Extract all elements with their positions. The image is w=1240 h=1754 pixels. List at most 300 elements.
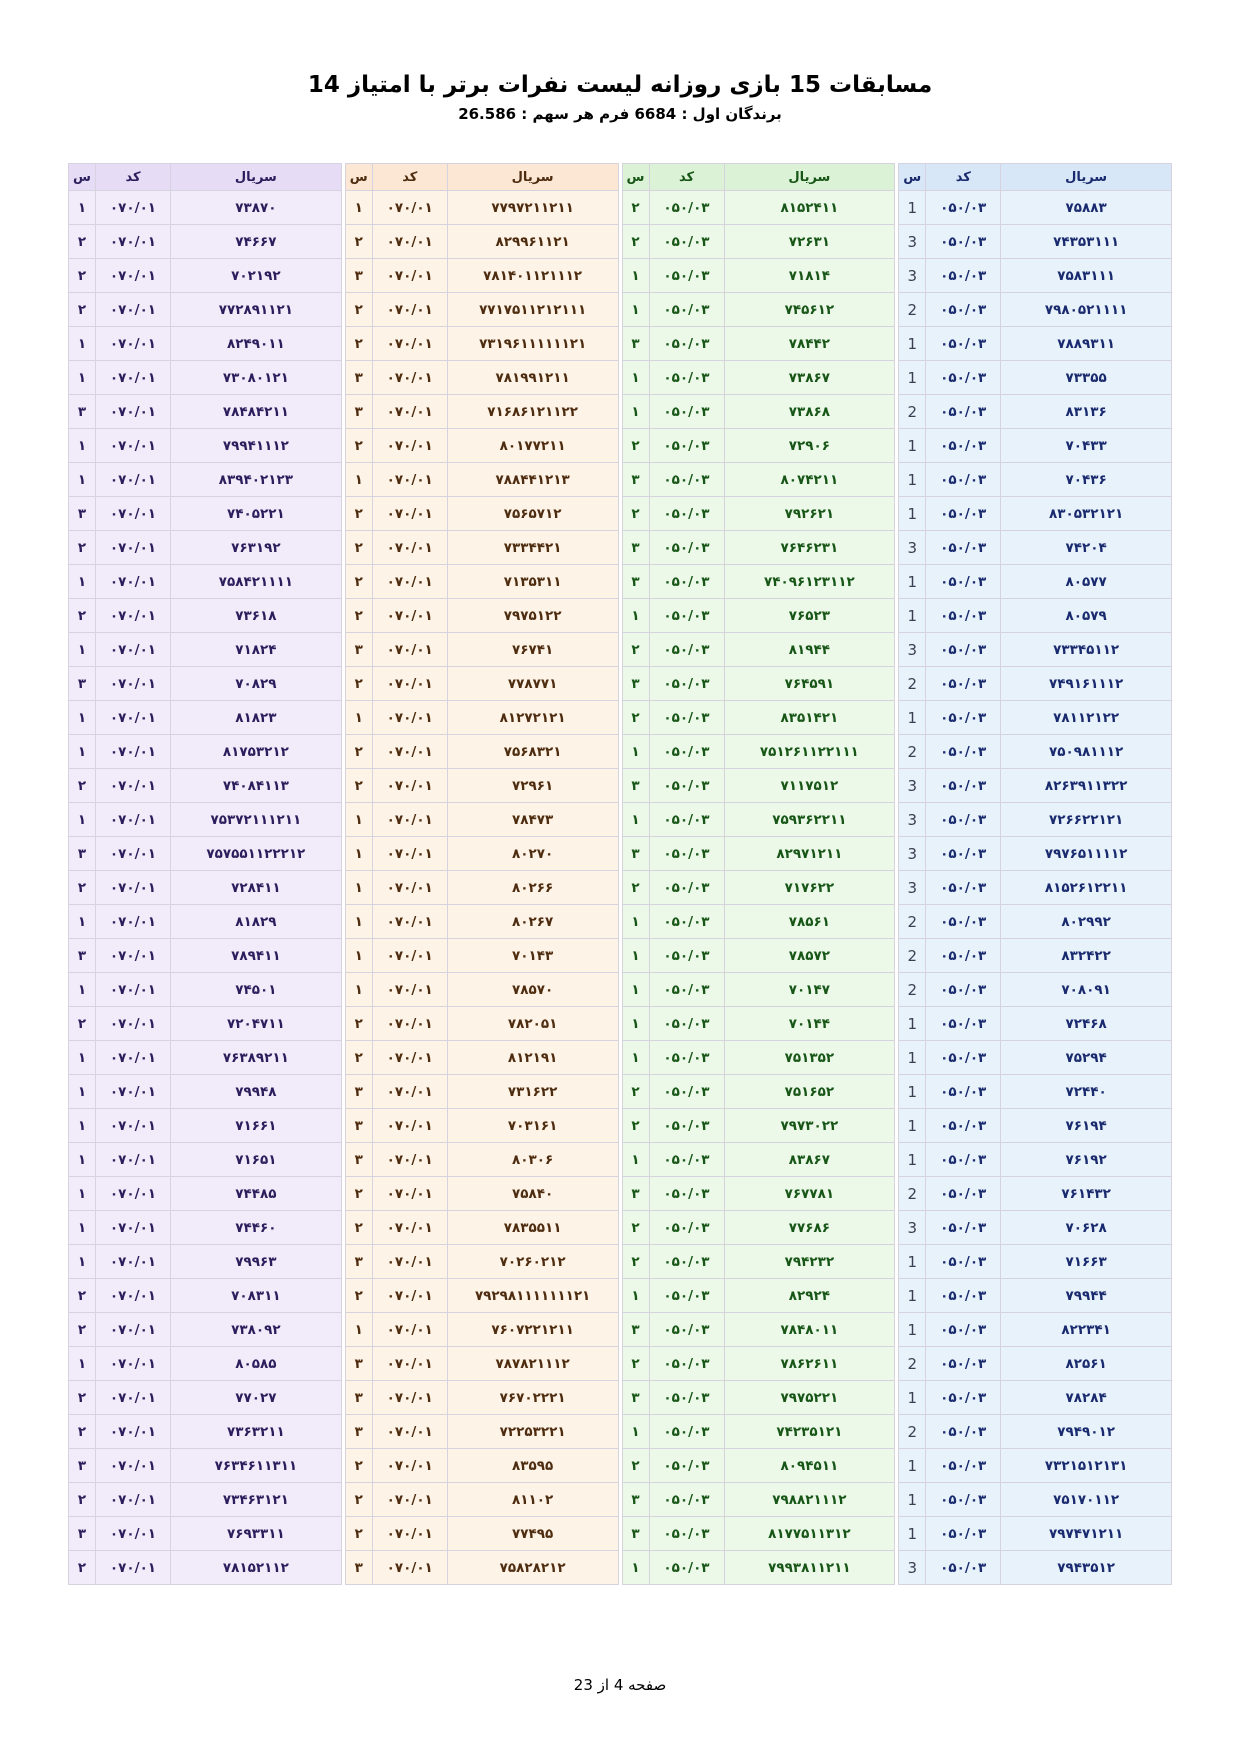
table-row bbox=[622, 1211, 895, 1245]
table-row bbox=[69, 225, 342, 259]
cell-code: ۰۷۰/۰۱ bbox=[372, 701, 447, 735]
cell-serial: ۷۰۱۴۴ bbox=[724, 1007, 895, 1041]
column-header-score: س bbox=[69, 164, 96, 191]
cell-score: ۱ bbox=[345, 905, 372, 939]
cell-code: ۰۷۰/۰۱ bbox=[96, 1449, 171, 1483]
cell-serial: ۷۵۶۸۳۲۱ bbox=[447, 735, 618, 769]
cell-score: ۲ bbox=[69, 1007, 96, 1041]
cell-code: ۰۵۰/۰۳ bbox=[649, 735, 724, 769]
table-row bbox=[899, 871, 1172, 905]
table-row bbox=[899, 293, 1172, 327]
cell-serial: ۷۶۵۲۳ bbox=[724, 599, 895, 633]
table-row bbox=[622, 1347, 895, 1381]
cell-serial: ۸۲۶۳۹۱۱۳۲۲ bbox=[1001, 769, 1172, 803]
cell-serial: ۷۳۸۰۹۲ bbox=[171, 1313, 342, 1347]
cell-serial: ۷۸۱۹۹۱۲۱۱ bbox=[447, 361, 618, 395]
table-row bbox=[622, 1449, 895, 1483]
cell-serial: ۷۶۷۰۲۲۲۱ bbox=[447, 1381, 618, 1415]
table-row bbox=[345, 939, 618, 973]
cell-score: ۲ bbox=[69, 599, 96, 633]
cell-code: ۰۷۰/۰۱ bbox=[96, 1177, 171, 1211]
cell-score: ۲ bbox=[345, 293, 372, 327]
cell-serial: ۷۵۸۴۰ bbox=[447, 1177, 618, 1211]
cell-score: ۳ bbox=[622, 1517, 649, 1551]
cell-code: ۰۵۰/۰۳ bbox=[649, 293, 724, 327]
cell-serial: ۷۵۳۷۲۱۱۱۲۱۱ bbox=[171, 803, 342, 837]
cell-score: ۱ bbox=[69, 1041, 96, 1075]
cell-score: ۱ bbox=[69, 633, 96, 667]
cell-serial: ۷۴۴۸۵ bbox=[171, 1177, 342, 1211]
table-row bbox=[622, 871, 895, 905]
table-row bbox=[899, 1177, 1172, 1211]
cell-serial: ۷۲۹۶۱ bbox=[447, 769, 618, 803]
cell-code: ۰۵۰/۰۳ bbox=[649, 259, 724, 293]
cell-serial: ۷۶۷۴۱ bbox=[447, 633, 618, 667]
cell-code: ۰۵۰/۰۳ bbox=[649, 1517, 724, 1551]
cell-serial: ۷۳۶۳۲۱۱ bbox=[171, 1415, 342, 1449]
cell-code: ۰۵۰/۰۳ bbox=[926, 327, 1001, 361]
cell-serial: ۷۰۴۳۳ bbox=[1001, 429, 1172, 463]
cell-code: ۰۵۰/۰۳ bbox=[926, 769, 1001, 803]
table-row bbox=[69, 395, 342, 429]
cell-score: ۳ bbox=[69, 667, 96, 701]
cell-code: ۰۷۰/۰۱ bbox=[372, 769, 447, 803]
cell-score: 1 bbox=[899, 1143, 926, 1177]
cell-code: ۰۵۰/۰۳ bbox=[926, 1007, 1001, 1041]
cell-code: ۰۷۰/۰۱ bbox=[96, 225, 171, 259]
table-row bbox=[622, 803, 895, 837]
cell-score: ۲ bbox=[69, 225, 96, 259]
page-subtitle: برندگان اول : 6684 فرم هر سهم : 26.586 bbox=[458, 105, 782, 123]
table-row bbox=[622, 973, 895, 1007]
cell-serial: ۸۲۵۶۱ bbox=[1001, 1347, 1172, 1381]
table-row bbox=[345, 1007, 618, 1041]
cell-serial: ۷۵۹۳۶۲۲۱۱ bbox=[724, 803, 895, 837]
cell-score: ۲ bbox=[345, 225, 372, 259]
cell-score: ۱ bbox=[69, 191, 96, 225]
table-row bbox=[69, 837, 342, 871]
cell-code: ۰۵۰/۰۳ bbox=[649, 1109, 724, 1143]
table-row bbox=[622, 429, 895, 463]
cell-serial: ۷۵۰۹۸۱۱۱۲ bbox=[1001, 735, 1172, 769]
cell-code: ۰۷۰/۰۱ bbox=[372, 973, 447, 1007]
table-row bbox=[899, 633, 1172, 667]
cell-score: ۲ bbox=[345, 735, 372, 769]
table-row bbox=[899, 735, 1172, 769]
table-row bbox=[899, 1245, 1172, 1279]
cell-score: ۱ bbox=[69, 973, 96, 1007]
cell-code: ۰۵۰/۰۳ bbox=[926, 905, 1001, 939]
cell-score: 2 bbox=[899, 293, 926, 327]
cell-serial: ۸۱۸۲۳ bbox=[171, 701, 342, 735]
cell-code: ۰۵۰/۰۳ bbox=[926, 429, 1001, 463]
cell-serial: ۸۳۰۵۳۲۱۲۱ bbox=[1001, 497, 1172, 531]
table-row bbox=[69, 565, 342, 599]
cell-score: ۱ bbox=[69, 905, 96, 939]
table-row bbox=[622, 191, 895, 225]
table-row bbox=[345, 1347, 618, 1381]
cell-serial: ۷۹۸۸۲۱۱۱۲ bbox=[724, 1483, 895, 1517]
table-row bbox=[69, 973, 342, 1007]
cell-code: ۰۷۰/۰۱ bbox=[96, 905, 171, 939]
cell-code: ۰۵۰/۰۳ bbox=[926, 1381, 1001, 1415]
cell-score: 3 bbox=[899, 531, 926, 565]
cell-serial: ۷۳۳۴۴۲۱ bbox=[447, 531, 618, 565]
cell-code: ۰۵۰/۰۳ bbox=[926, 1517, 1001, 1551]
cell-score: ۱ bbox=[622, 1007, 649, 1041]
table-row bbox=[899, 463, 1172, 497]
cell-code: ۰۵۰/۰۳ bbox=[649, 395, 724, 429]
cell-code: ۰۷۰/۰۱ bbox=[96, 1041, 171, 1075]
cell-score: ۲ bbox=[69, 1415, 96, 1449]
cell-code: ۰۵۰/۰۳ bbox=[926, 837, 1001, 871]
cell-score: ۲ bbox=[622, 1109, 649, 1143]
cell-serial: ۷۰۸۲۹ bbox=[171, 667, 342, 701]
cell-code: ۰۷۰/۰۱ bbox=[96, 429, 171, 463]
cell-code: ۰۵۰/۰۳ bbox=[649, 769, 724, 803]
cell-score: ۲ bbox=[345, 1177, 372, 1211]
cell-code: ۰۷۰/۰۱ bbox=[96, 531, 171, 565]
cell-score: 3 bbox=[899, 871, 926, 905]
cell-code: ۰۵۰/۰۳ bbox=[926, 565, 1001, 599]
cell-serial: ۷۵۱۷۰۱۱۲ bbox=[1001, 1483, 1172, 1517]
cell-score: 1 bbox=[899, 1517, 926, 1551]
cell-code: ۰۵۰/۰۳ bbox=[649, 1347, 724, 1381]
cell-code: ۰۵۰/۰۳ bbox=[649, 701, 724, 735]
table-row bbox=[69, 463, 342, 497]
cell-code: ۰۷۰/۰۱ bbox=[372, 1177, 447, 1211]
table-row bbox=[69, 633, 342, 667]
cell-score: ۲ bbox=[345, 565, 372, 599]
cell-serial: ۷۱۶۵۱ bbox=[171, 1143, 342, 1177]
cell-score: 3 bbox=[899, 837, 926, 871]
cell-score: ۳ bbox=[69, 1449, 96, 1483]
cell-score: ۲ bbox=[622, 1211, 649, 1245]
table-row bbox=[899, 259, 1172, 293]
table-row bbox=[69, 531, 342, 565]
cell-serial: ۷۸۲۸۴ bbox=[1001, 1381, 1172, 1415]
column-header-serial: سریال bbox=[724, 164, 895, 191]
table-row bbox=[69, 1381, 342, 1415]
cell-serial: ۷۱۶۸۶۱۲۱۱۲۲ bbox=[447, 395, 618, 429]
cell-code: ۰۷۰/۰۱ bbox=[372, 633, 447, 667]
cell-serial: ۷۴۲۳۵۱۲۱ bbox=[724, 1415, 895, 1449]
cell-serial: ۷۴۴۶۰ bbox=[171, 1211, 342, 1245]
table-row bbox=[345, 1551, 618, 1585]
cell-score: 2 bbox=[899, 1347, 926, 1381]
cell-code: ۰۵۰/۰۳ bbox=[926, 701, 1001, 735]
cell-serial: ۷۰۸۳۱۱ bbox=[171, 1279, 342, 1313]
cell-score: 1 bbox=[899, 599, 926, 633]
cell-serial: ۷۰۱۴۳ bbox=[447, 939, 618, 973]
cell-code: ۰۷۰/۰۱ bbox=[96, 497, 171, 531]
cell-serial: ۷۳۸۶۷ bbox=[724, 361, 895, 395]
cell-serial: ۷۷۱۷۵۱۱۲۱۲۱۱۱ bbox=[447, 293, 618, 327]
cell-serial: ۷۹۷۴۷۱۲۱۱ bbox=[1001, 1517, 1172, 1551]
table-row bbox=[622, 361, 895, 395]
cell-score: ۳ bbox=[345, 1143, 372, 1177]
table-row bbox=[899, 1211, 1172, 1245]
cell-code: ۰۵۰/۰۳ bbox=[926, 1279, 1001, 1313]
cell-code: ۰۵۰/۰۳ bbox=[926, 735, 1001, 769]
cell-code: ۰۷۰/۰۱ bbox=[96, 939, 171, 973]
table-row bbox=[622, 633, 895, 667]
cell-score: ۳ bbox=[69, 1517, 96, 1551]
cell-serial: ۷۷۹۷۲۱۱۲۱۱ bbox=[447, 191, 618, 225]
cell-serial: ۷۲۰۴۷۱۱ bbox=[171, 1007, 342, 1041]
cell-score: 1 bbox=[899, 1313, 926, 1347]
table-row bbox=[345, 259, 618, 293]
cell-score: 2 bbox=[899, 973, 926, 1007]
cell-serial: ۷۲۶۳۱ bbox=[724, 225, 895, 259]
cell-serial: ۷۸۸۴۴۱۲۱۳ bbox=[447, 463, 618, 497]
cell-score: ۱ bbox=[69, 1177, 96, 1211]
cell-serial: ۷۱۸۲۴ bbox=[171, 633, 342, 667]
cell-serial: ۷۰۴۳۶ bbox=[1001, 463, 1172, 497]
table-row bbox=[622, 939, 895, 973]
cell-serial: ۸۱۷۷۵۱۱۳۱۲ bbox=[724, 1517, 895, 1551]
cell-score: 2 bbox=[899, 395, 926, 429]
cell-serial: ۷۷۴۹۵ bbox=[447, 1517, 618, 1551]
cell-serial: ۷۴۰۹۶۱۲۳۱۱۲ bbox=[724, 565, 895, 599]
cell-serial: ۷۴۵۰۱ bbox=[171, 973, 342, 1007]
cell-code: ۰۵۰/۰۳ bbox=[649, 939, 724, 973]
cell-code: ۰۷۰/۰۱ bbox=[96, 633, 171, 667]
cell-serial: ۷۶۱۴۳۲ bbox=[1001, 1177, 1172, 1211]
cell-serial: ۸۳۱۳۶ bbox=[1001, 395, 1172, 429]
table-row bbox=[622, 1143, 895, 1177]
cell-serial: ۸۰۲۶۶ bbox=[447, 871, 618, 905]
table-row bbox=[69, 1551, 342, 1585]
cell-score: 1 bbox=[899, 1075, 926, 1109]
cell-serial: ۸۳۵۹۵ bbox=[447, 1449, 618, 1483]
cell-serial: ۸۱۷۵۳۲۱۲ bbox=[171, 735, 342, 769]
table-row bbox=[345, 1449, 618, 1483]
table-row bbox=[899, 1313, 1172, 1347]
table-row bbox=[345, 905, 618, 939]
cell-code: ۰۷۰/۰۱ bbox=[372, 1279, 447, 1313]
column-header-serial: سریال bbox=[171, 164, 342, 191]
cell-score: ۱ bbox=[345, 1313, 372, 1347]
cell-serial: ۸۰۵۷۹ bbox=[1001, 599, 1172, 633]
cell-score: ۲ bbox=[69, 293, 96, 327]
cell-score: ۲ bbox=[622, 1245, 649, 1279]
cell-serial: ۸۱۸۲۹ bbox=[171, 905, 342, 939]
cell-code: ۰۷۰/۰۱ bbox=[96, 565, 171, 599]
cell-score: ۱ bbox=[622, 1041, 649, 1075]
table-row bbox=[69, 701, 342, 735]
cell-score: ۱ bbox=[69, 463, 96, 497]
cell-score: ۱ bbox=[345, 871, 372, 905]
cell-score: ۲ bbox=[345, 429, 372, 463]
cell-serial: ۷۹۷۵۱۲۲ bbox=[447, 599, 618, 633]
table-row bbox=[899, 1143, 1172, 1177]
table-row bbox=[622, 327, 895, 361]
table-row bbox=[899, 1551, 1172, 1585]
cell-code: ۰۷۰/۰۱ bbox=[372, 463, 447, 497]
cell-serial: ۷۹۴۳۵۱۲ bbox=[1001, 1551, 1172, 1585]
cell-code: ۰۷۰/۰۱ bbox=[372, 939, 447, 973]
cell-score: 3 bbox=[899, 259, 926, 293]
cell-score: 2 bbox=[899, 1177, 926, 1211]
table-row bbox=[622, 837, 895, 871]
cell-serial: ۷۱۷۶۲۲ bbox=[724, 871, 895, 905]
table-row bbox=[899, 1109, 1172, 1143]
cell-score: ۳ bbox=[622, 531, 649, 565]
table-row bbox=[899, 429, 1172, 463]
cell-code: ۰۷۰/۰۱ bbox=[372, 1415, 447, 1449]
table-row bbox=[69, 429, 342, 463]
cell-score: ۲ bbox=[345, 1211, 372, 1245]
results-table bbox=[68, 163, 342, 1585]
cell-code: ۰۵۰/۰۳ bbox=[926, 939, 1001, 973]
table-row bbox=[69, 1245, 342, 1279]
cell-score: ۲ bbox=[69, 531, 96, 565]
cell-code: ۰۵۰/۰۳ bbox=[926, 1177, 1001, 1211]
cell-score: ۳ bbox=[622, 327, 649, 361]
cell-serial: ۷۸۵۷۲ bbox=[724, 939, 895, 973]
table-row bbox=[899, 1347, 1172, 1381]
table-row bbox=[622, 1177, 895, 1211]
table-row bbox=[69, 939, 342, 973]
cell-serial: ۷۶۹۳۳۱۱ bbox=[171, 1517, 342, 1551]
cell-code: ۰۷۰/۰۱ bbox=[96, 1279, 171, 1313]
cell-score: ۳ bbox=[345, 1109, 372, 1143]
cell-serial: ۷۳۳۵۵ bbox=[1001, 361, 1172, 395]
cell-score: ۱ bbox=[345, 701, 372, 735]
column-header-score: س bbox=[899, 164, 926, 191]
table-row bbox=[899, 225, 1172, 259]
cell-score: ۱ bbox=[345, 191, 372, 225]
cell-serial: ۷۹۷۶۵۱۱۱۱۲ bbox=[1001, 837, 1172, 871]
table-header-row bbox=[69, 164, 342, 191]
table-row bbox=[345, 667, 618, 701]
cell-code: ۰۷۰/۰۱ bbox=[96, 1075, 171, 1109]
cell-code: ۰۵۰/۰۳ bbox=[926, 1245, 1001, 1279]
table-row bbox=[69, 497, 342, 531]
table-row bbox=[345, 1177, 618, 1211]
cell-score: ۳ bbox=[345, 1245, 372, 1279]
table-row bbox=[345, 701, 618, 735]
results-table bbox=[345, 163, 619, 1585]
cell-code: ۰۵۰/۰۳ bbox=[649, 837, 724, 871]
cell-score: ۱ bbox=[622, 1279, 649, 1313]
cell-score: ۲ bbox=[622, 1347, 649, 1381]
table-row bbox=[69, 1007, 342, 1041]
cell-serial: ۷۳۲۱۵۱۲۱۳۱ bbox=[1001, 1449, 1172, 1483]
cell-score: ۱ bbox=[345, 837, 372, 871]
cell-score: ۲ bbox=[345, 327, 372, 361]
cell-serial: ۷۴۵۶۱۲ bbox=[724, 293, 895, 327]
cell-code: ۰۷۰/۰۱ bbox=[372, 1007, 447, 1041]
table-row bbox=[899, 1075, 1172, 1109]
cell-score: ۲ bbox=[622, 497, 649, 531]
table-row bbox=[622, 1313, 895, 1347]
cell-serial: ۷۳۸۶۸ bbox=[724, 395, 895, 429]
table-row bbox=[69, 191, 342, 225]
cell-serial: ۷۱۶۶۱ bbox=[171, 1109, 342, 1143]
table-row bbox=[622, 463, 895, 497]
table-row bbox=[69, 327, 342, 361]
cell-serial: ۷۴۳۵۳۱۱۱ bbox=[1001, 225, 1172, 259]
cell-code: ۰۷۰/۰۱ bbox=[372, 1143, 447, 1177]
table-row bbox=[69, 1517, 342, 1551]
cell-code: ۰۵۰/۰۳ bbox=[649, 1381, 724, 1415]
cell-code: ۰۷۰/۰۱ bbox=[96, 327, 171, 361]
cell-serial: ۸۳۵۱۴۲۱ bbox=[724, 701, 895, 735]
cell-code: ۰۷۰/۰۱ bbox=[96, 667, 171, 701]
cell-score: 2 bbox=[899, 667, 926, 701]
cell-code: ۰۵۰/۰۳ bbox=[649, 599, 724, 633]
cell-score: ۱ bbox=[622, 1143, 649, 1177]
cell-code: ۰۵۰/۰۳ bbox=[649, 1245, 724, 1279]
cell-code: ۰۵۰/۰۳ bbox=[926, 599, 1001, 633]
cell-serial: ۸۲۹۹۶۱۱۲۱ bbox=[447, 225, 618, 259]
cell-score: ۲ bbox=[345, 1517, 372, 1551]
cell-serial: ۷۰۸۰۹۱ bbox=[1001, 973, 1172, 1007]
cell-score: 3 bbox=[899, 1551, 926, 1585]
cell-score: ۳ bbox=[622, 769, 649, 803]
cell-code: ۰۷۰/۰۱ bbox=[372, 1041, 447, 1075]
table-row bbox=[899, 1449, 1172, 1483]
cell-code: ۰۷۰/۰۱ bbox=[96, 191, 171, 225]
table-row bbox=[622, 1007, 895, 1041]
cell-score: ۱ bbox=[345, 803, 372, 837]
cell-score: 1 bbox=[899, 497, 926, 531]
cell-serial: ۷۹۷۳۰۲۲ bbox=[724, 1109, 895, 1143]
cell-code: ۰۷۰/۰۱ bbox=[96, 259, 171, 293]
table-row bbox=[899, 531, 1172, 565]
table-row bbox=[899, 667, 1172, 701]
cell-serial: ۸۰۵۸۵ bbox=[171, 1347, 342, 1381]
cell-serial: ۷۱۶۶۳ bbox=[1001, 1245, 1172, 1279]
table-row bbox=[345, 769, 618, 803]
cell-code: ۰۷۰/۰۱ bbox=[96, 803, 171, 837]
cell-code: ۰۷۰/۰۱ bbox=[96, 973, 171, 1007]
table-row bbox=[622, 1041, 895, 1075]
table-row bbox=[899, 497, 1172, 531]
cell-serial: ۸۰۷۴۲۱۱ bbox=[724, 463, 895, 497]
cell-score: ۲ bbox=[345, 1279, 372, 1313]
table-row bbox=[345, 293, 618, 327]
cell-code: ۰۷۰/۰۱ bbox=[96, 395, 171, 429]
cell-score: ۱ bbox=[69, 1143, 96, 1177]
table-row bbox=[69, 1075, 342, 1109]
cell-score: 1 bbox=[899, 429, 926, 463]
cell-code: ۰۷۰/۰۱ bbox=[372, 1483, 447, 1517]
cell-code: ۰۵۰/۰۳ bbox=[926, 1313, 1001, 1347]
cell-code: ۰۷۰/۰۱ bbox=[96, 1143, 171, 1177]
table-row bbox=[622, 497, 895, 531]
cell-serial: ۷۴۰۸۴۱۱۳ bbox=[171, 769, 342, 803]
cell-score: ۳ bbox=[345, 1551, 372, 1585]
cell-score: ۳ bbox=[69, 939, 96, 973]
cell-serial: ۸۱۲۱۹۱ bbox=[447, 1041, 618, 1075]
cell-score: ۳ bbox=[69, 497, 96, 531]
table-row bbox=[899, 1415, 1172, 1449]
cell-score: ۳ bbox=[622, 463, 649, 497]
cell-serial: ۷۶۰۷۲۲۱۲۱۱ bbox=[447, 1313, 618, 1347]
table-row bbox=[622, 769, 895, 803]
cell-serial: ۷۸۷۸۲۱۱۱۲ bbox=[447, 1347, 618, 1381]
table-row bbox=[345, 1313, 618, 1347]
cell-score: 1 bbox=[899, 701, 926, 735]
cell-code: ۰۵۰/۰۳ bbox=[926, 973, 1001, 1007]
table-row bbox=[622, 1109, 895, 1143]
cell-code: ۰۵۰/۰۳ bbox=[926, 1143, 1001, 1177]
cell-score: ۱ bbox=[69, 701, 96, 735]
cell-serial: ۷۸۶۲۶۱۱ bbox=[724, 1347, 895, 1381]
